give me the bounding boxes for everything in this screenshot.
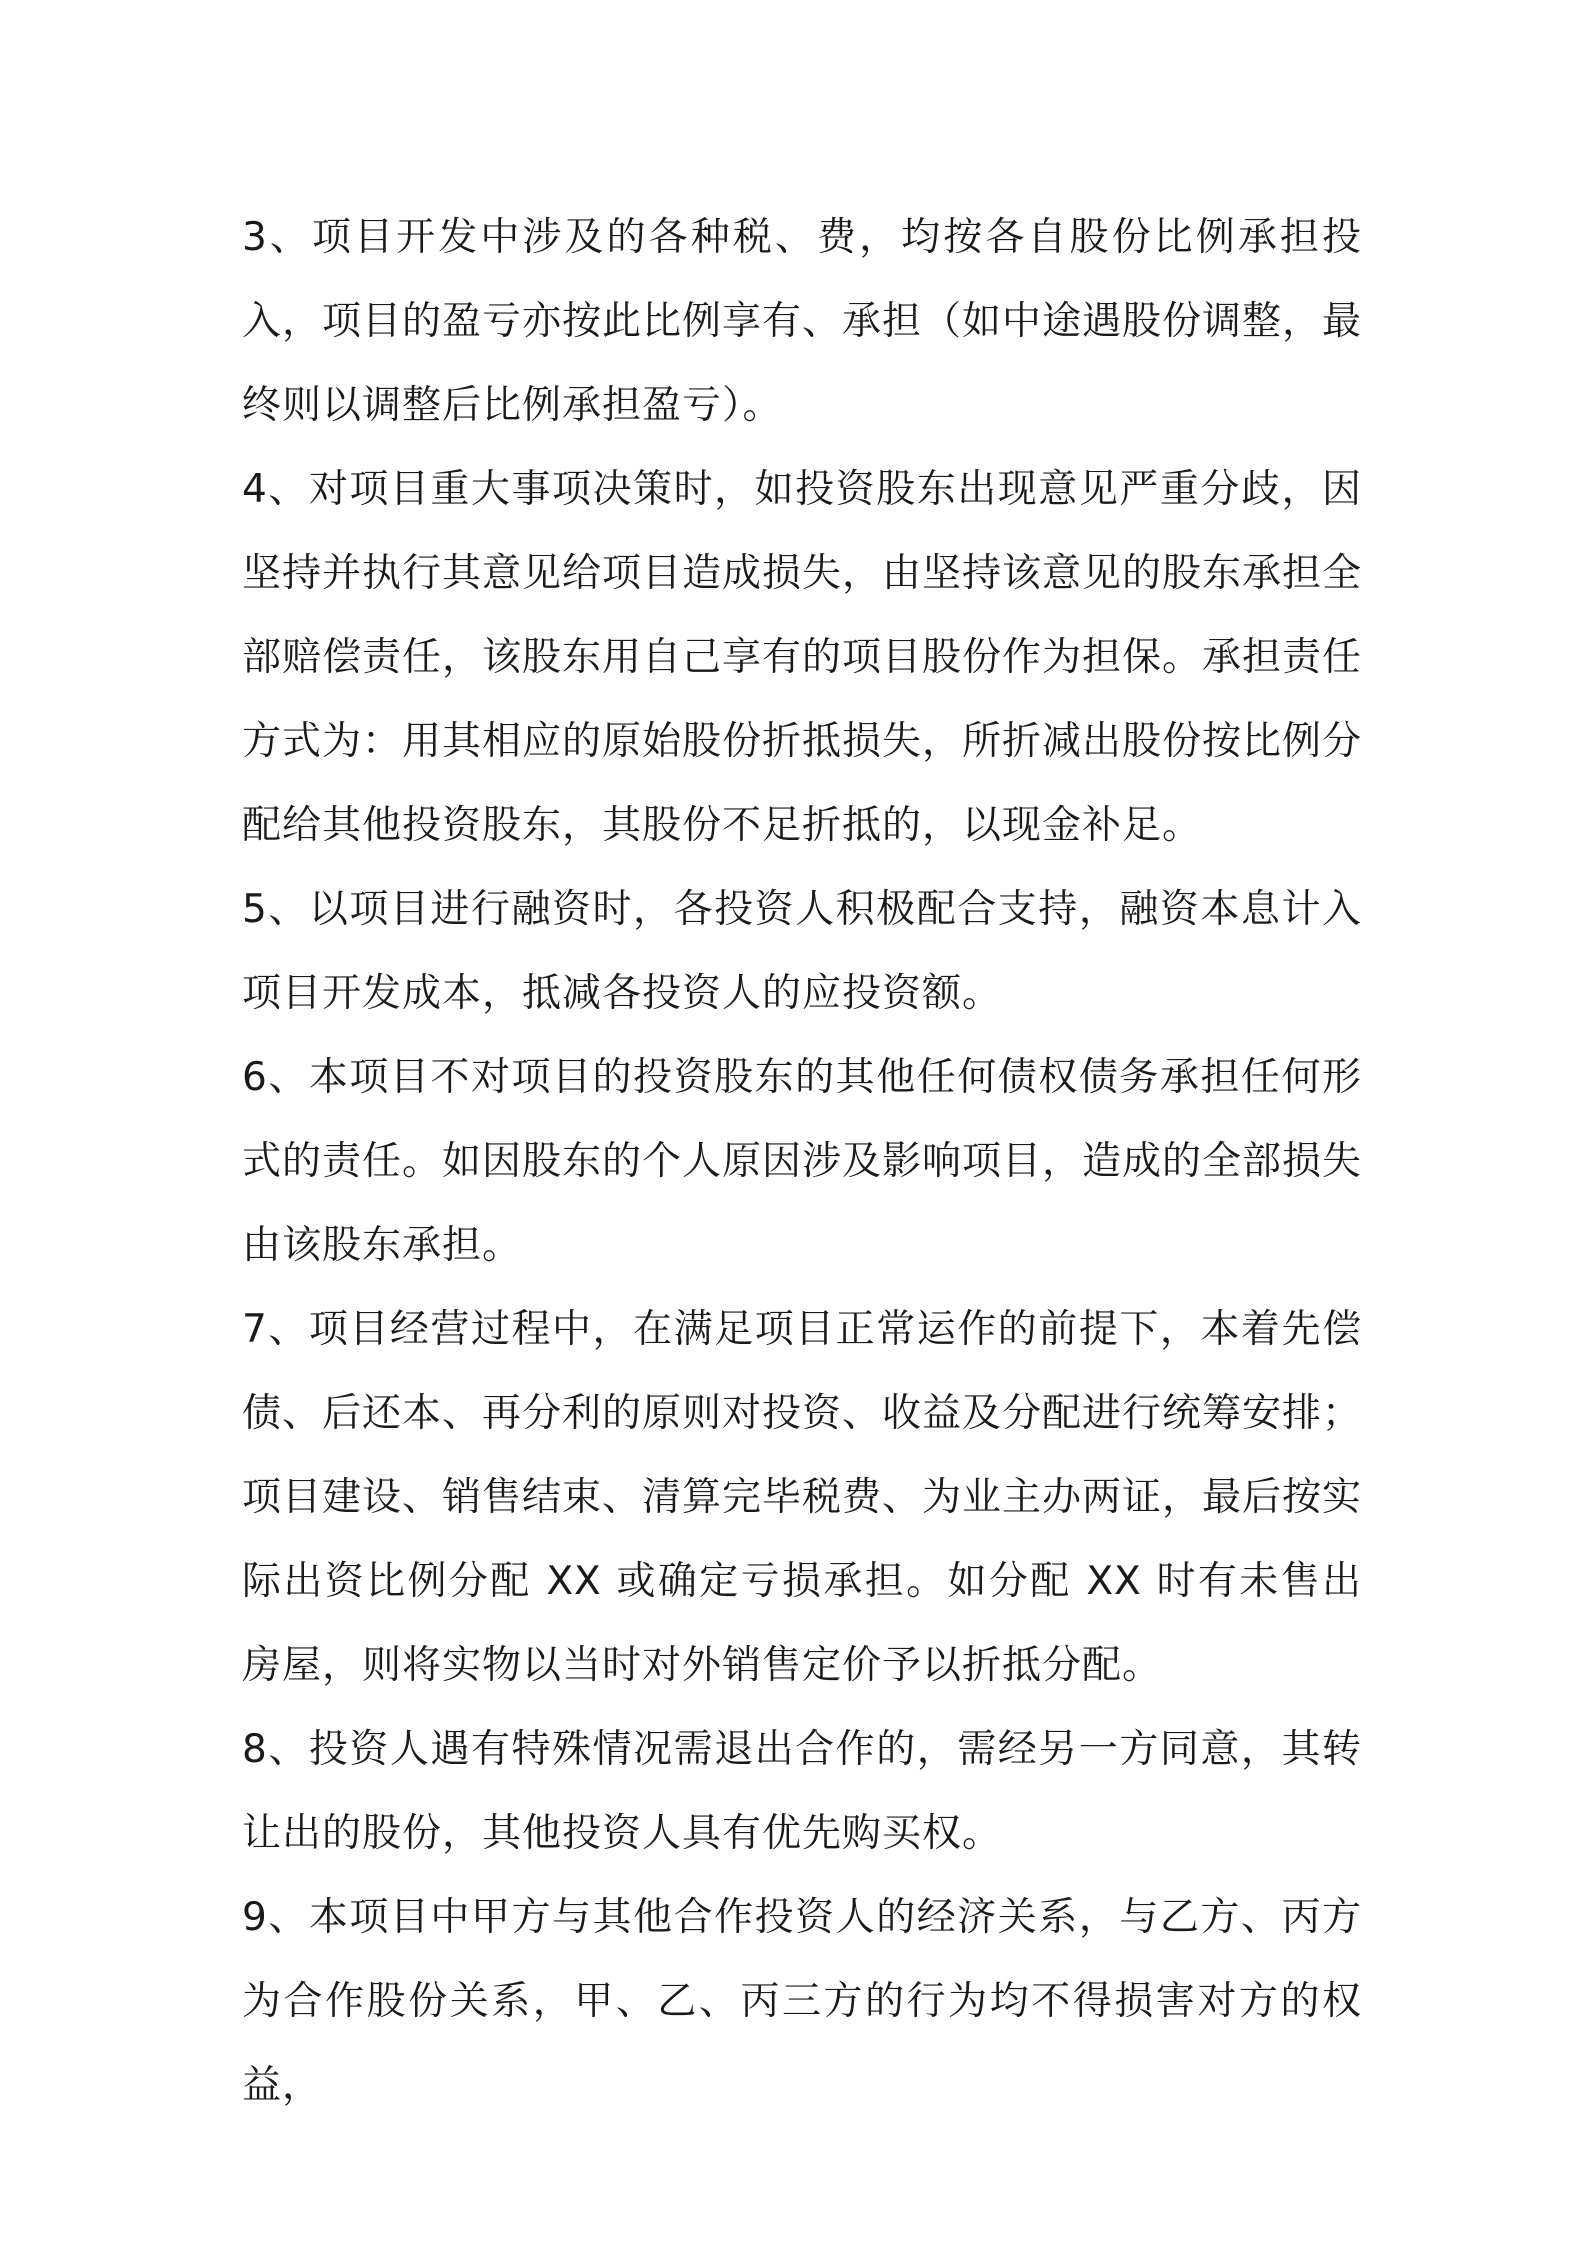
clause-6: 6、本项目不对项目的投资股东的其他任何债权债务承担任何形式的责任。如因股东的个人原因涉及影响项目，造成的全部损失由该股东承担。: [242, 1055, 1363, 1268]
clause-3: 3、项目开发中涉及的各种税、费，均按各自股份比例承担投入，项目的盈亏亦按此比例享有、承担（如中途遇股份调整，最终则以调整后比例承担盈亏）。: [242, 215, 1363, 428]
clause-9: 9、本项目中甲方与其他合作投资人的经济关系，与乙方、丙方为合作股份关系，甲、乙、丙三方的行为均不得损害对方的权益，: [242, 1895, 1362, 2108]
document-body: [242, 196, 1362, 2128]
clause-8: 8、投资人遇有特殊情况需退出合作的，需经另一方同意，其转让出的股份，其他投资人具有优先购买权。: [242, 1727, 1362, 1856]
clause-4: 4、对项目重大事项决策时，如投资股东出现意见严重分歧，因坚持并执行其意见给项目造成损失，由坚持该意见的股东承担全部赔偿责任，该股东用自己享有的项目股份作为担保。承担责任方式为：用其相应的原始股份折抵损失，所折减出股份按比例分配给其他投资股东，其股份不足折抵的，以现金补足。: [242, 467, 1363, 848]
clause-5: 5、以项目进行融资时，各投资人积极配合支持，融资本息计入项目开发成本，抵减各投资人的应投资额。: [242, 887, 1362, 1016]
clause-7: 7、项目经营过程中，在满足项目正常运作的前提下，本着先偿债、后还本、再分利的原则对投资、收益及分配进行统筹安排；项目建设、销售结束、清算完毕税费、为业主办两证，最后按实际出资比例分配 XX 或确定亏损承担。如分配 XX 时有未售出房屋，则将实物以当时对外销售定价予以折抵分配。: [242, 1307, 1363, 1688]
